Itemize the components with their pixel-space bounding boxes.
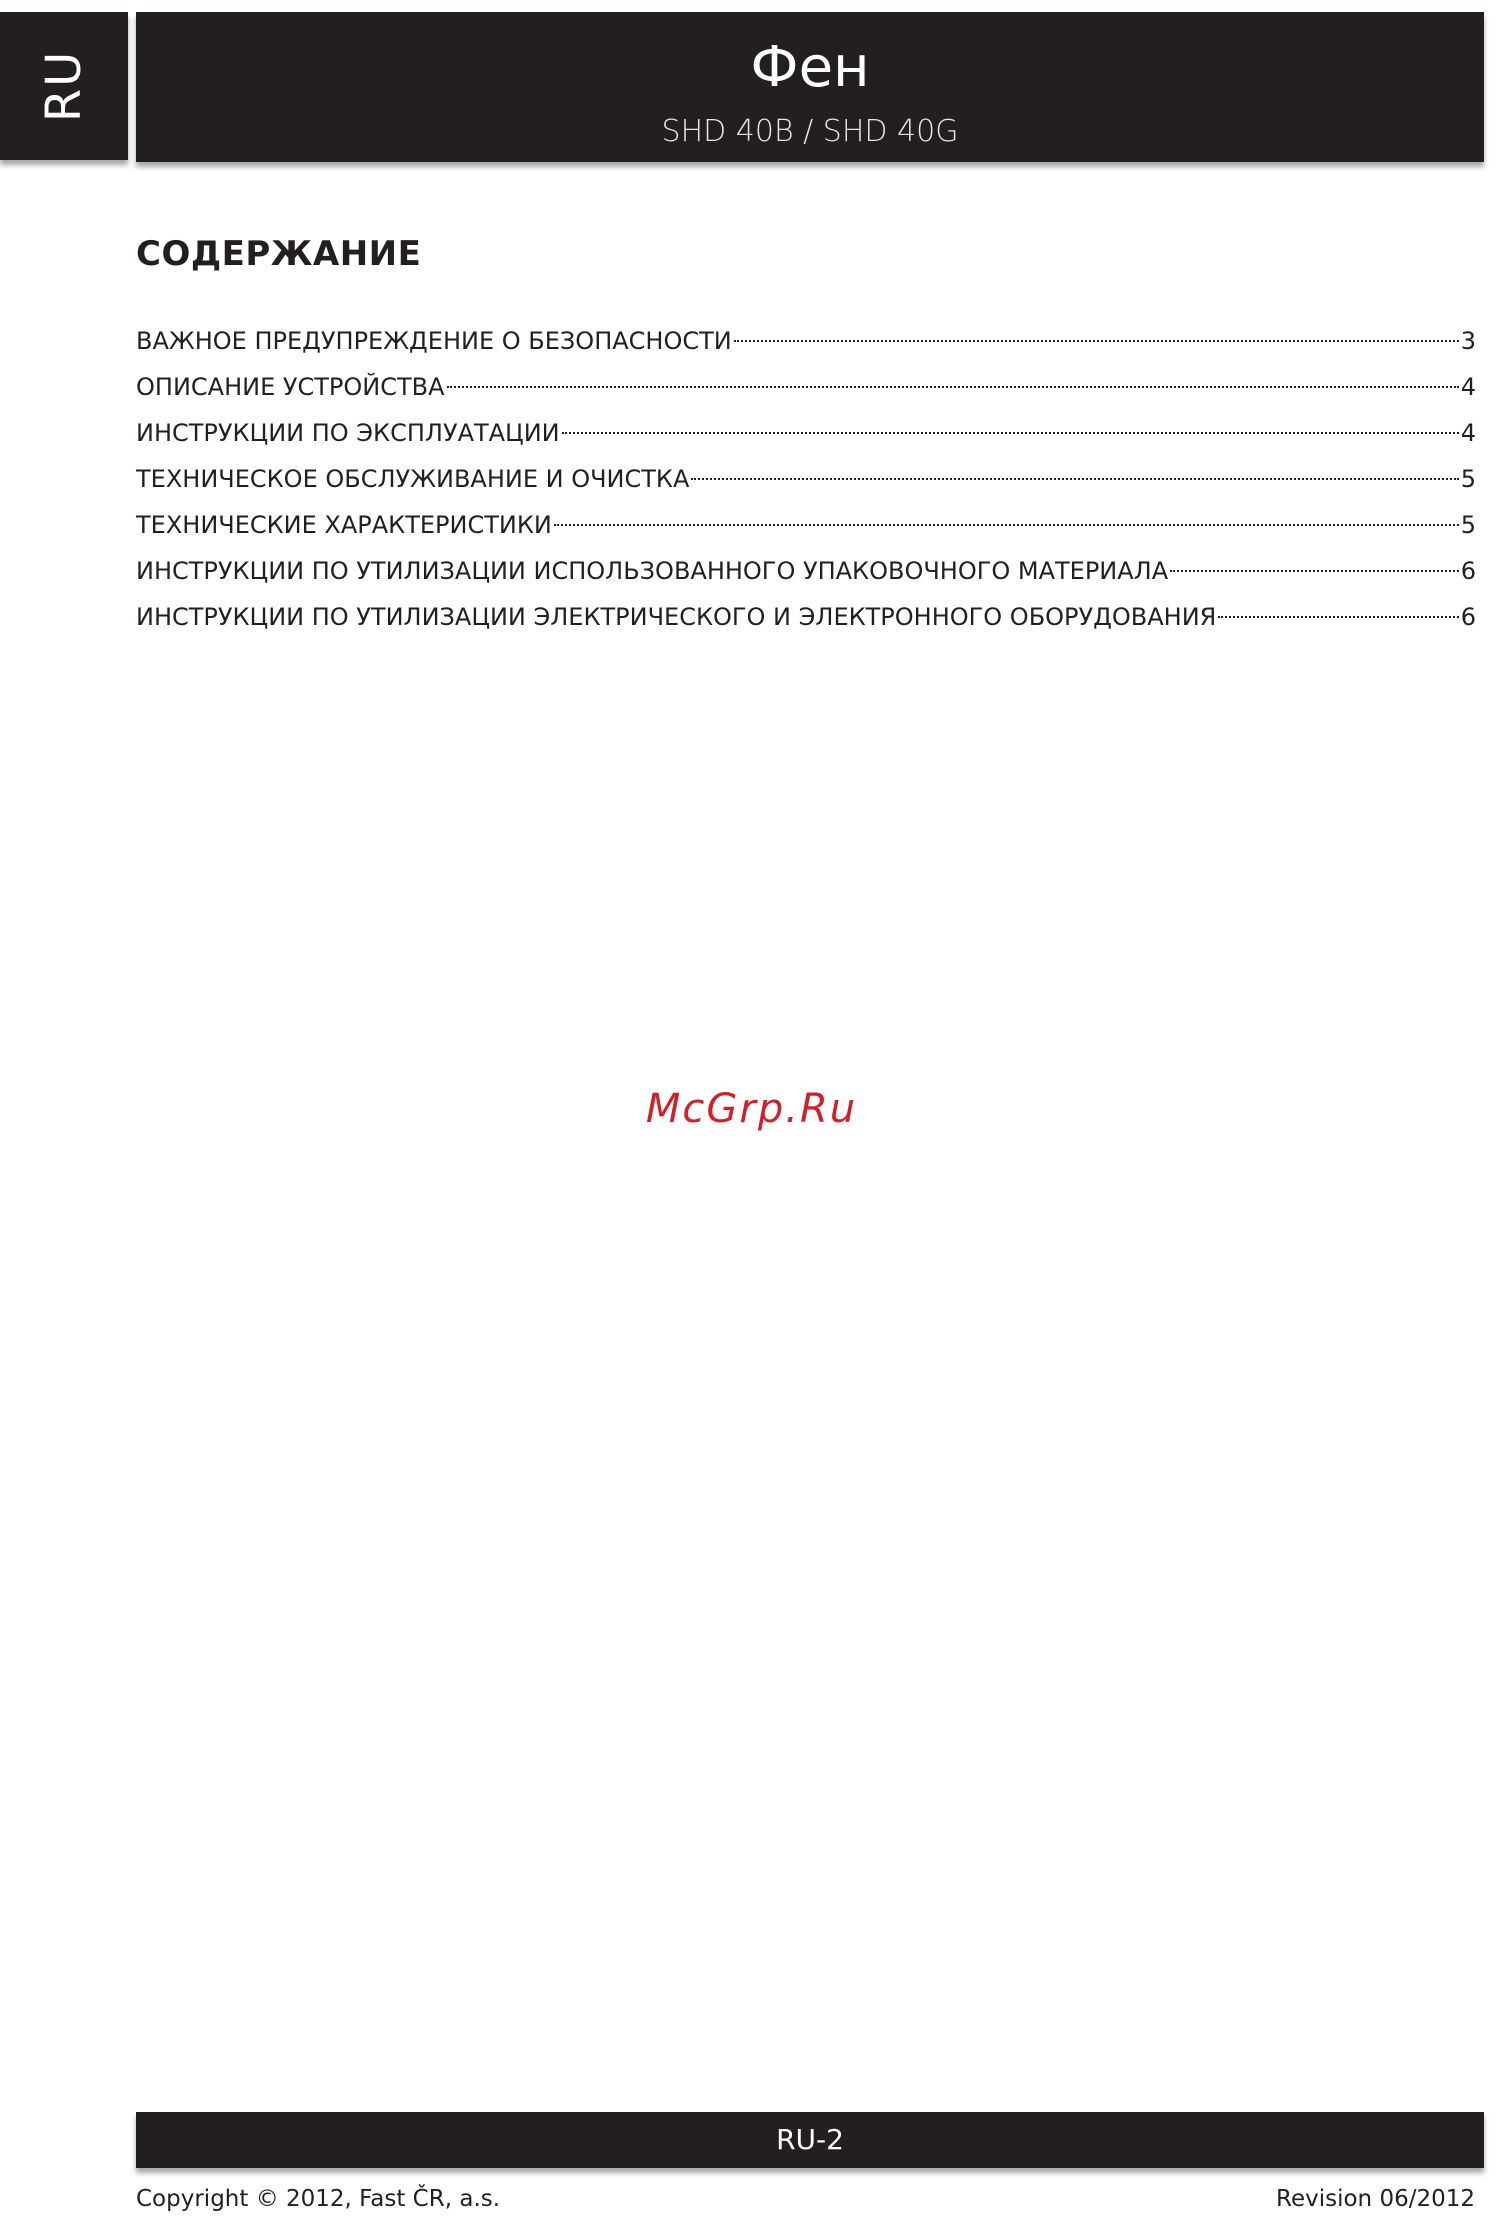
language-code: RU <box>36 49 92 123</box>
watermark: McGrp.Ru <box>645 1086 858 1132</box>
revision-label: Revision 06/2012 <box>1276 2186 1475 2212</box>
toc-entry-label: ТЕХНИЧЕСКИЕ ХАРАКТЕРИСТИКИ <box>136 511 552 539</box>
toc-leader-dots <box>1218 616 1458 618</box>
toc-entry-page: 6 <box>1460 557 1476 585</box>
toc-leader-dots <box>562 432 1459 434</box>
model-subtitle: SHD 40B / SHD 40G <box>661 114 959 149</box>
toc-entry-page: 5 <box>1460 511 1476 539</box>
toc-entry-label: ИНСТРУКЦИИ ПО УТИЛИЗАЦИИ ЭЛЕКТРИЧЕСКОГО И ЭЛЕКТРОННОГО ОБОРУДОВАНИЯ <box>136 603 1217 631</box>
toc-entry[interactable] <box>136 364 1476 410</box>
toc-leader-dots <box>734 340 1459 342</box>
toc-entry[interactable] <box>136 410 1476 456</box>
toc-leader-dots <box>1170 570 1459 572</box>
table-of-contents <box>136 318 1476 640</box>
toc-entry-page: 6 <box>1460 603 1476 631</box>
toc-entry[interactable] <box>136 594 1476 640</box>
toc-entry-page: 3 <box>1460 327 1476 355</box>
toc-leader-dots <box>554 524 1459 526</box>
page-number: RU-2 <box>776 2123 844 2156</box>
toc-entry-label: ИНСТРУКЦИИ ПО УТИЛИЗАЦИИ ИСПОЛЬЗОВАННОГО УПАКОВОЧНОГО МАТЕРИАЛА <box>136 557 1169 585</box>
toc-entry-label: ОПИСАНИЕ УСТРОЙСТВА <box>136 373 445 401</box>
footer-bar <box>136 2112 1484 2168</box>
toc-entry[interactable] <box>136 318 1476 364</box>
toc-leader-dots <box>691 478 1458 480</box>
toc-entry-label: ВАЖНОЕ ПРЕДУПРЕЖДЕНИЕ О БЕЗОПАСНОСТИ <box>136 327 732 355</box>
copyright-notice: Copyright © 2012, Fast ČR, a.s. <box>136 2186 501 2212</box>
toc-entry[interactable] <box>136 548 1476 594</box>
toc-entry-label: ТЕХНИЧЕСКОЕ ОБСЛУЖИВАНИЕ И ОЧИСТКА <box>136 465 690 493</box>
document-title: Фен <box>750 35 870 100</box>
toc-entry-page: 4 <box>1460 373 1476 401</box>
toc-entry-label: ИНСТРУКЦИИ ПО ЭКСПЛУАТАЦИИ <box>136 419 560 447</box>
language-tab <box>0 12 128 160</box>
toc-entry[interactable] <box>136 502 1476 548</box>
title-bar <box>136 12 1484 162</box>
toc-entry-page: 5 <box>1460 465 1476 493</box>
toc-heading: СОДЕРЖАНИЕ <box>136 234 422 274</box>
toc-leader-dots <box>447 386 1459 388</box>
toc-entry[interactable] <box>136 456 1476 502</box>
toc-entry-page: 4 <box>1460 419 1476 447</box>
